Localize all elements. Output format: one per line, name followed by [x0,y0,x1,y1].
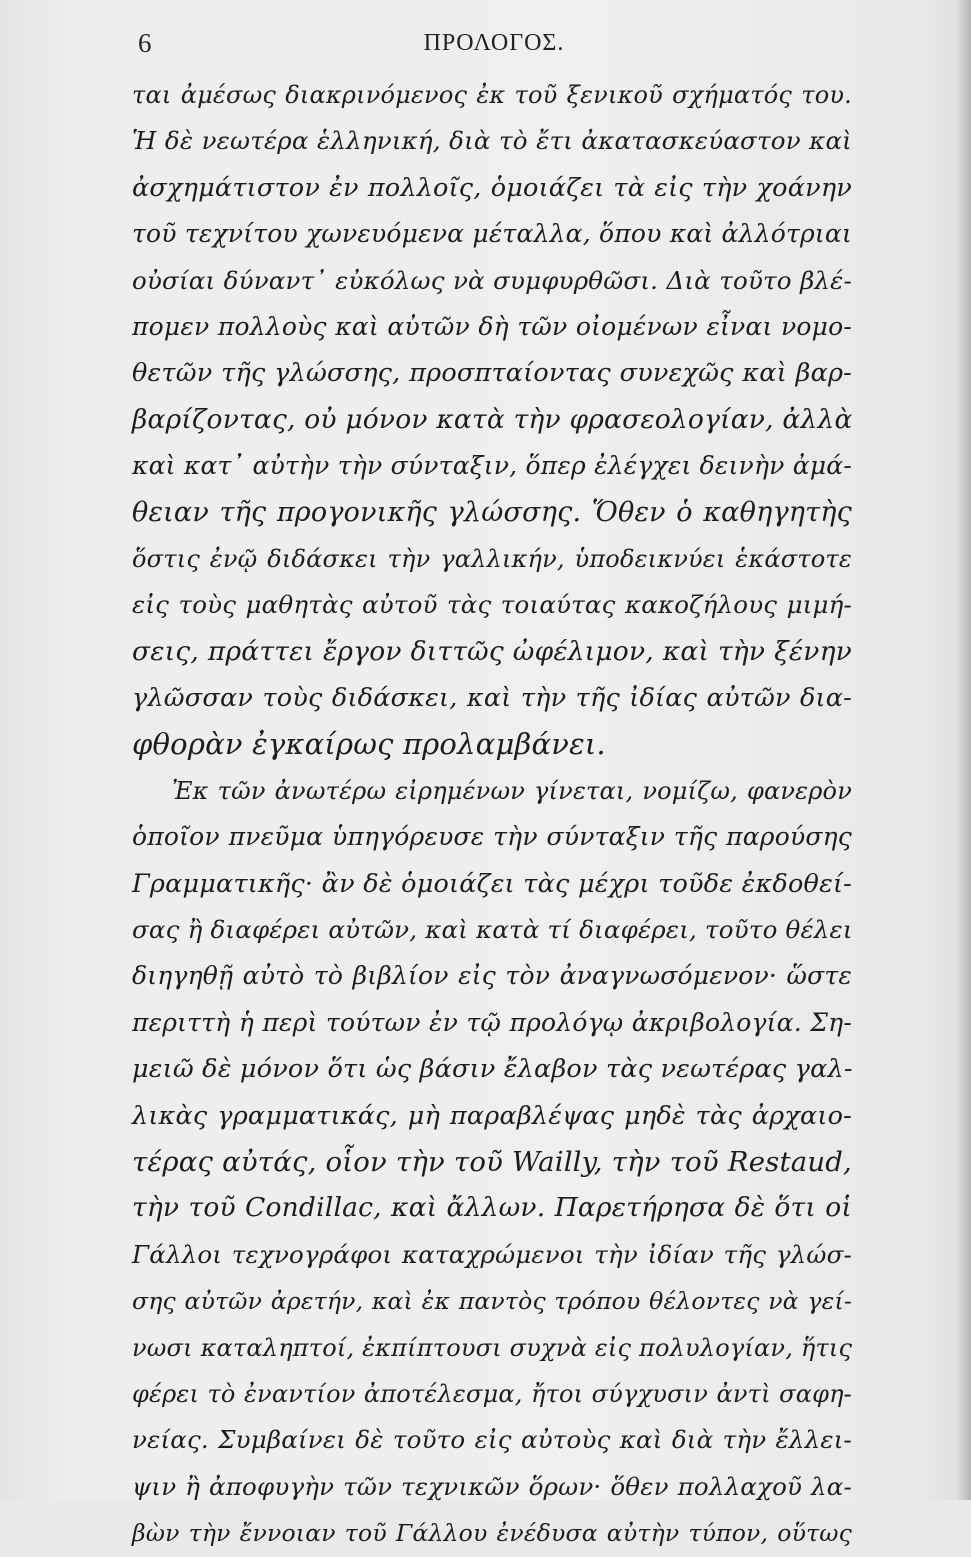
text-line: ὅστις ἐνῷ διδάσκει τὴν γαλλικήν, ὑποδεικνύει ἑκάστοτε [132,544,852,573]
page-heading: ΠΡΟΛΟΓΟΣ. [423,30,565,56]
text-line: πομεν πολλοὺς καὶ αὐτῶν δὴ τῶν οἰομένων εἶναι νομο- [132,311,852,341]
text-line: ὁποῖον πνεῦμα ὑπηγόρευσε τὴν σύνταξιν τῆς παρούσης [132,822,852,852]
text-line: εἰς τοὺς μαθητὰς αὐτοῦ τὰς τοιαύτας κακοζήλους μιμή- [132,590,852,620]
text-line: καὶ κατ᾽ αὐτὴν τὴν σύνταξιν, ὅπερ ἐλέγχει δεινὴν ἀμά- [132,451,852,481]
text-line: βὼν τὴν ἔννοιαν τοῦ Γάλλου ἐνέδυσα αὐτὴν τύπον, οὕτως [132,1519,852,1548]
text-line: σης αὐτῶν ἀρετήν, καὶ ἐκ παντὸς τρόπου θέλοντες νὰ γεί- [132,1287,852,1316]
text-line: τοῦ τεχνίτου χωνευόμενα μέταλλα, ὅπου καὶ ἀλλότριαι [132,219,852,249]
text-line: θειαν τῆς προγονικῆς γλώσσης. Ὅθεν ὁ καθηγητὴς [132,496,852,528]
text-line: μειῶ δὲ μόνον ὅτι ὡς βάσιν ἔλαβον τὰς νεωτέρας γαλ- [132,1054,853,1085]
text-line: Γραμματικῆς· ἂν δὲ ὁμοιάζει τὰς μέχρι τοῦδε ἐκδοθεί- [132,868,852,899]
text-line: σεις, πράττει ἔργον διττῶς ὠφέλιμον, καὶ τὴν ξένην [132,635,852,667]
body-text [132,72,852,1557]
text-line: οὐσίαι δύναντ᾽ εὐκόλως νὰ συμφυρθῶσι. Διὰ τοῦτο βλέ- [132,265,852,295]
text-line: ἀσχημάτιστον ἐν πολλοῖς, ὁμοιάζει τὰ εἰς τὴν χοάνην [132,172,852,203]
text-line: θετῶν τῆς γλώσσης, προσπταίοντας συνεχῶς καὶ βαρ- [132,358,852,389]
text-line: ψιν ἢ ἀποφυγὴν τῶν τεχνικῶν ὅρων· ὅθεν πολλαχοῦ λα- [132,1471,852,1501]
text-line: βαρίζοντας, οὐ μόνον κατὰ τὴν φρασεολογίαν, ἀλλὰ [132,403,853,435]
running-head [138,28,850,68]
text-line: Ἡ δὲ νεωτέρα ἑλληνική, διὰ τὸ ἔτι ἀκατασκεύαστον καὶ [132,126,852,156]
text-line: διηγηθῇ αὐτὸ τὸ βιβλίον εἰς τὸν ἀναγνωσόμενον· ὥστε [132,961,852,991]
page-number: 6 [138,28,152,58]
text-line: λικὰς γραμματικάς, μὴ παραβλέψας μηδὲ τὰς ἀρχαιο- [132,1100,852,1131]
text-line: τέρας αὐτάς, οἷον τὴν τοῦ Wailly, τὴν τοῦ Restaud, [132,1145,852,1178]
text-line: Γάλλοι τεχνογράφοι καταχρώμενοι τὴν ἰδίαν τῆς γλώσ- [132,1239,852,1269]
text-line: γλῶσσαν τοὺς διδάσκει, καὶ τὴν τῆς ἰδίας αὐτῶν δια- [132,683,852,714]
text-line: φέρει τὸ ἐναντίον ἀποτέλεσμα, ἤτοι σύγχυσιν ἀντὶ σαφη- [132,1379,852,1408]
text-line: τὴν τοῦ Condillac, καὶ ἄλλων. Παρετήρησα δὲ ὅτι οἱ [132,1192,852,1224]
page-edge-shadow [957,0,971,1500]
text-line: νείας. Συμβαίνει δὲ τοῦτο εἰς αὐτοὺς καὶ διὰ τὴν ἔλλει- [132,1425,852,1455]
text-line: ται ἀμέσως διακρινόμενος ἐκ τοῦ ξενικοῦ σχήματός του. [132,81,852,109]
text-line-paragraph-end: φθορὰν ἐγκαίρως προλαμβάνει. [132,727,606,762]
text-line-paragraph-start: Ἐκ τῶν ἀνωτέρω εἰρημένων γίνεται, νομίζω, φανερὸν [172,776,852,805]
text-line: νωσι καταληπτοί, ἐκπίπτουσι συχνὰ εἰς πολυλογίαν, ἥτις [132,1333,853,1362]
text-line: σας ἢ διαφέρει αὐτῶν, καὶ κατὰ τί διαφέρει, τοῦτο θέλει [132,915,853,945]
text-line: περιττὴ ἡ περὶ τούτων ἐν τῷ προλόγῳ ἀκριβολογία. Ση- [132,1007,852,1037]
